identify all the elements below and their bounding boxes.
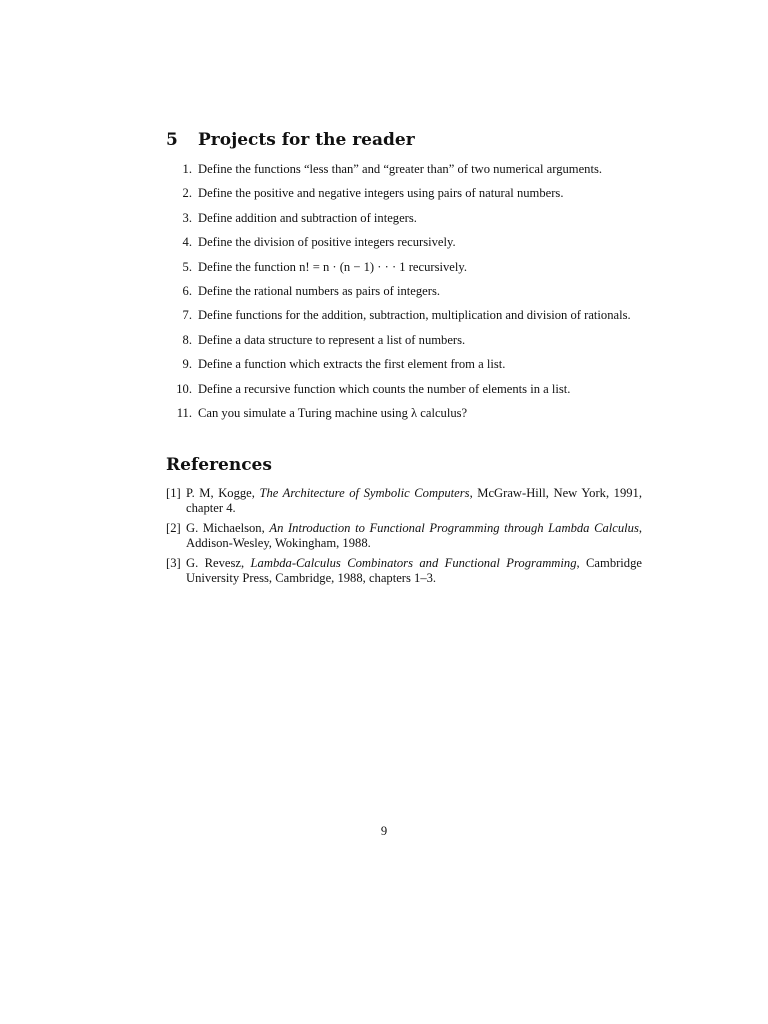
- reference-tag: [3]: [166, 556, 181, 570]
- item-text: Can you simulate a Turing machine using λ calculus?: [198, 405, 468, 420]
- reference-authors: G. Michaelson,: [186, 521, 270, 535]
- reference-tag: [1]: [166, 486, 181, 500]
- page-number: 9: [380, 824, 388, 838]
- item-number: 1.: [182, 162, 192, 176]
- section-number: 5: [166, 130, 178, 150]
- item-text: Define the rational numbers as pairs of integers.: [198, 283, 440, 298]
- reference-authors: P. M, Kogge,: [186, 486, 260, 500]
- reference-details: , McGraw-Hill, New York, 1991, chapter 4.: [186, 486, 642, 515]
- item-text: Define the positive and negative integers using pairs of natural numbers.: [198, 186, 564, 201]
- list-item: [166, 284, 642, 298]
- item-number: 7.: [182, 308, 192, 323]
- list-item: [166, 308, 642, 322]
- reference-details: , Cambridge University Press, Cambridge, 1988, chapters 1–3.: [186, 556, 642, 585]
- list-item: [166, 382, 642, 396]
- reference-item: [166, 521, 642, 550]
- list-item: [166, 406, 642, 420]
- item-text: Define the division of positive integers recursively.: [198, 235, 456, 250]
- item-number: 2.: [182, 186, 192, 201]
- item-number: 8.: [182, 332, 192, 347]
- item-number: 10.: [176, 381, 192, 396]
- reference-authors: G. Revesz,: [186, 556, 251, 570]
- item-text: Define a function which extracts the first element from a list.: [198, 357, 506, 372]
- reference-item: [166, 486, 642, 515]
- item-text: Define the function n! = n · (n − 1) · · · 1 recursively.: [198, 259, 468, 274]
- item-text: Define a recursive function which counts the number of elements in a list.: [198, 381, 571, 396]
- reference-item: [166, 556, 642, 585]
- item-number: 9.: [182, 357, 192, 372]
- reference-title: Lambda-Calculus Combinators and Functional Programming: [250, 556, 577, 570]
- references-heading: References: [166, 455, 272, 475]
- section-heading: [166, 130, 415, 150]
- item-text: Define addition and subtraction of integers.: [198, 210, 417, 225]
- list-item: [166, 211, 642, 225]
- list-item: [166, 162, 642, 176]
- item-text: Define functions for the addition, subtraction, multiplication and division of rationals.: [198, 308, 631, 323]
- list-item: [166, 186, 642, 200]
- item-number: 3.: [182, 210, 192, 225]
- item-number: 6.: [182, 283, 192, 298]
- list-item: [166, 235, 642, 249]
- projects-list: [166, 162, 642, 430]
- section-title: Projects for the reader: [198, 130, 415, 150]
- reference-details: , Addison-Wesley, Wokingham, 1988.: [186, 521, 643, 550]
- item-number: 11.: [176, 405, 192, 420]
- item-number: 5.: [182, 259, 192, 274]
- references-list: [166, 486, 642, 591]
- reference-title: An Introduction to Functional Programming through Lambda Calculus: [269, 521, 639, 535]
- item-text: Define a data structure to represent a list of numbers.: [198, 332, 466, 347]
- item-number: 4.: [182, 235, 192, 250]
- reference-tag: [2]: [166, 521, 181, 535]
- list-item: [166, 357, 642, 371]
- list-item: [166, 333, 642, 347]
- item-text: Define the functions “less than” and “greater than” of two numerical arguments.: [198, 162, 603, 176]
- list-item: [166, 260, 642, 274]
- reference-title: The Architecture of Symbolic Computers: [259, 486, 470, 500]
